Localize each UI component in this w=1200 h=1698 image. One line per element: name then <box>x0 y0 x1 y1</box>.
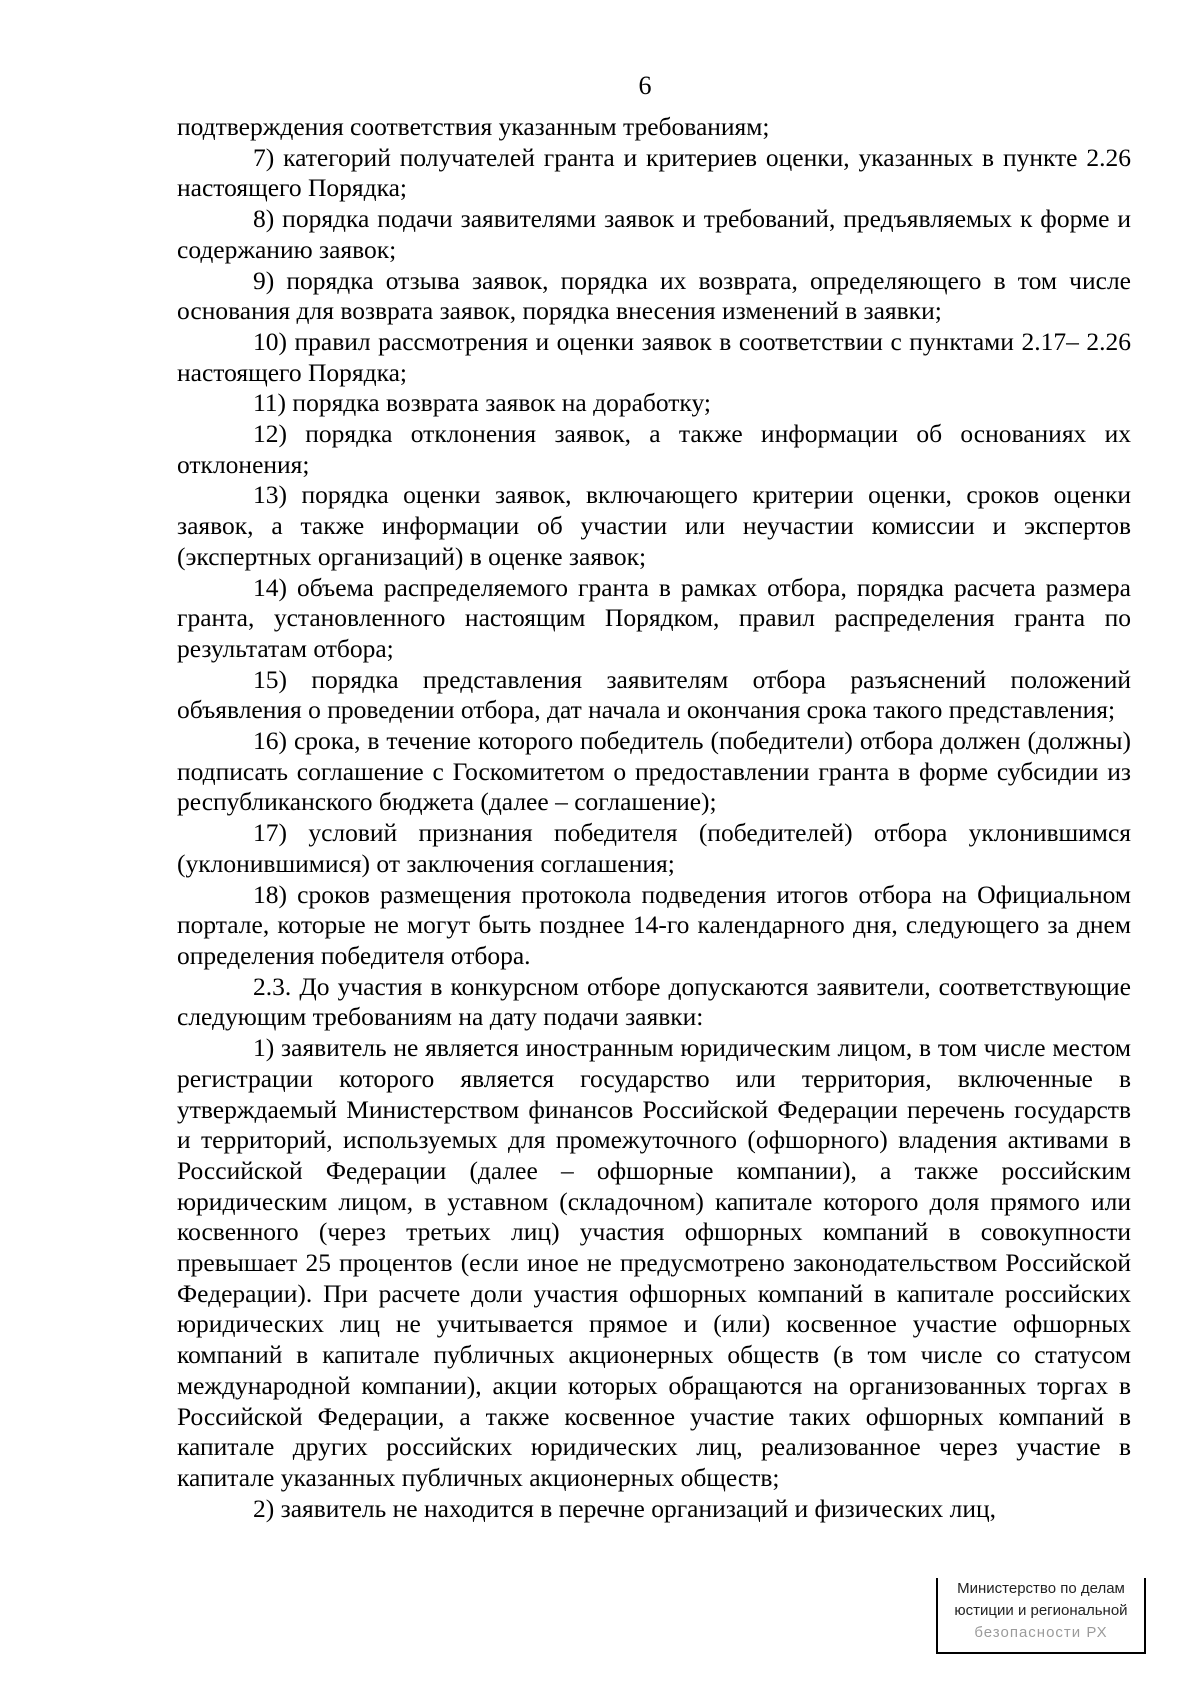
paragraph: 2) заявитель не находится в перечне организаций и физических лиц, <box>253 1493 997 1523</box>
document-body <box>177 112 1131 1524</box>
paragraph: 1) заявитель не является иностранным юридическим лицом, в том числе местом регистрации которого является государство или территория, включенные в утверждаемый Министерством финансов Российской Федерации перечень государств и территорий, используемых для промежуточного (офшорного) владения активами в Российской Федерации (далее – офшорные компании), а также российским юридическим лицом, в уставном (складочном) капитале которого доля прямого или косвенного (через третьих лиц) участия офшорных компаний в совокупности превышает 25 процентов (если иное не предусмотрено законодательством Российской Федерации). При расчете доли участия офшорных компаний в капитале российских юридических лиц не учитывается прямое и (или) косвенное участие офшорных компаний в капитале публичных акционерных обществ (в том числе со статусом международной компании), акции которых обращаются на организованных торгах в Российской Федерации, а также косвенное участие таких офшорных компаний в капитале других российских юридических лиц, реализованное через участие в капитале указанных публичных акционерных обществ; <box>177 1033 1131 1492</box>
paragraph: 18) сроков размещения протокола подведения итогов отбора на Официальном портале, которые не могут быть позднее 14-го календарного дня, следующего за днем определения победителя отбора. <box>177 879 1131 970</box>
stamp-line: безопасности РХ <box>974 1624 1108 1641</box>
paragraph: 10) правил рассмотрения и оценки заявок в соответствии с пунктами 2.17– 2.26 настоящего Порядка; <box>177 326 1131 387</box>
paragraph: подтверждения соответствия указанным требованиям; <box>177 112 770 141</box>
paragraph: 17) условий признания победителя (победителей) отбора уклонившимся (уклонившимися) от заключения соглашения; <box>177 818 1131 878</box>
registration-stamp <box>936 1578 1146 1654</box>
paragraph: 2.3. До участия в конкурсном отборе допускаются заявители, соответствующие следующим требованиям на дату подачи заявки: <box>177 971 1131 1032</box>
stamp-line: юстиции и региональной <box>954 1602 1128 1619</box>
paragraph: 15) порядка представления заявителям отбора разъяснений положений объявления о проведении отбора, дат начала и окончания срока такого представления; <box>177 664 1131 725</box>
paragraph: 11) порядка возврата заявок на доработку; <box>253 388 711 418</box>
paragraph: 9) порядка отзыва заявок, порядка их возврата, определяющего в том числе основания для возврата заявок, порядка внесения изменений в заявки; <box>177 265 1131 326</box>
paragraph: 14) объема распределяемого гранта в рамках отбора, порядка расчета размера гранта, установленного настоящим Порядком, правил распределения гранта по результатам отбора; <box>177 572 1131 663</box>
paragraph: 16) срока, в течение которого победитель (победители) отбора должен (должны) подписать соглашение с Госкомитетом о предоставлении гранта в форме субсидии из республиканского бюджета (далее – соглашение); <box>177 726 1131 817</box>
page-number: 6 <box>638 71 652 100</box>
paragraph: 8) порядка подачи заявителями заявок и требований, предъявляемых к форме и содержанию заявок; <box>177 204 1131 264</box>
paragraph: 12) порядка отклонения заявок, а также информации об основаниях их отклонения; <box>177 419 1131 479</box>
paragraph: 7) категорий получателей гранта и критериев оценки, указанных в пункте 2.26 настоящего Порядка; <box>177 142 1131 203</box>
stamp-line: Министерство по делам <box>957 1580 1125 1597</box>
paragraph: 13) порядка оценки заявок, включающего критерии оценки, сроков оценки заявок, а также информации об участии или неучастии комиссии и экспертов (экспертных организаций) в оценке заявок; <box>177 480 1131 571</box>
